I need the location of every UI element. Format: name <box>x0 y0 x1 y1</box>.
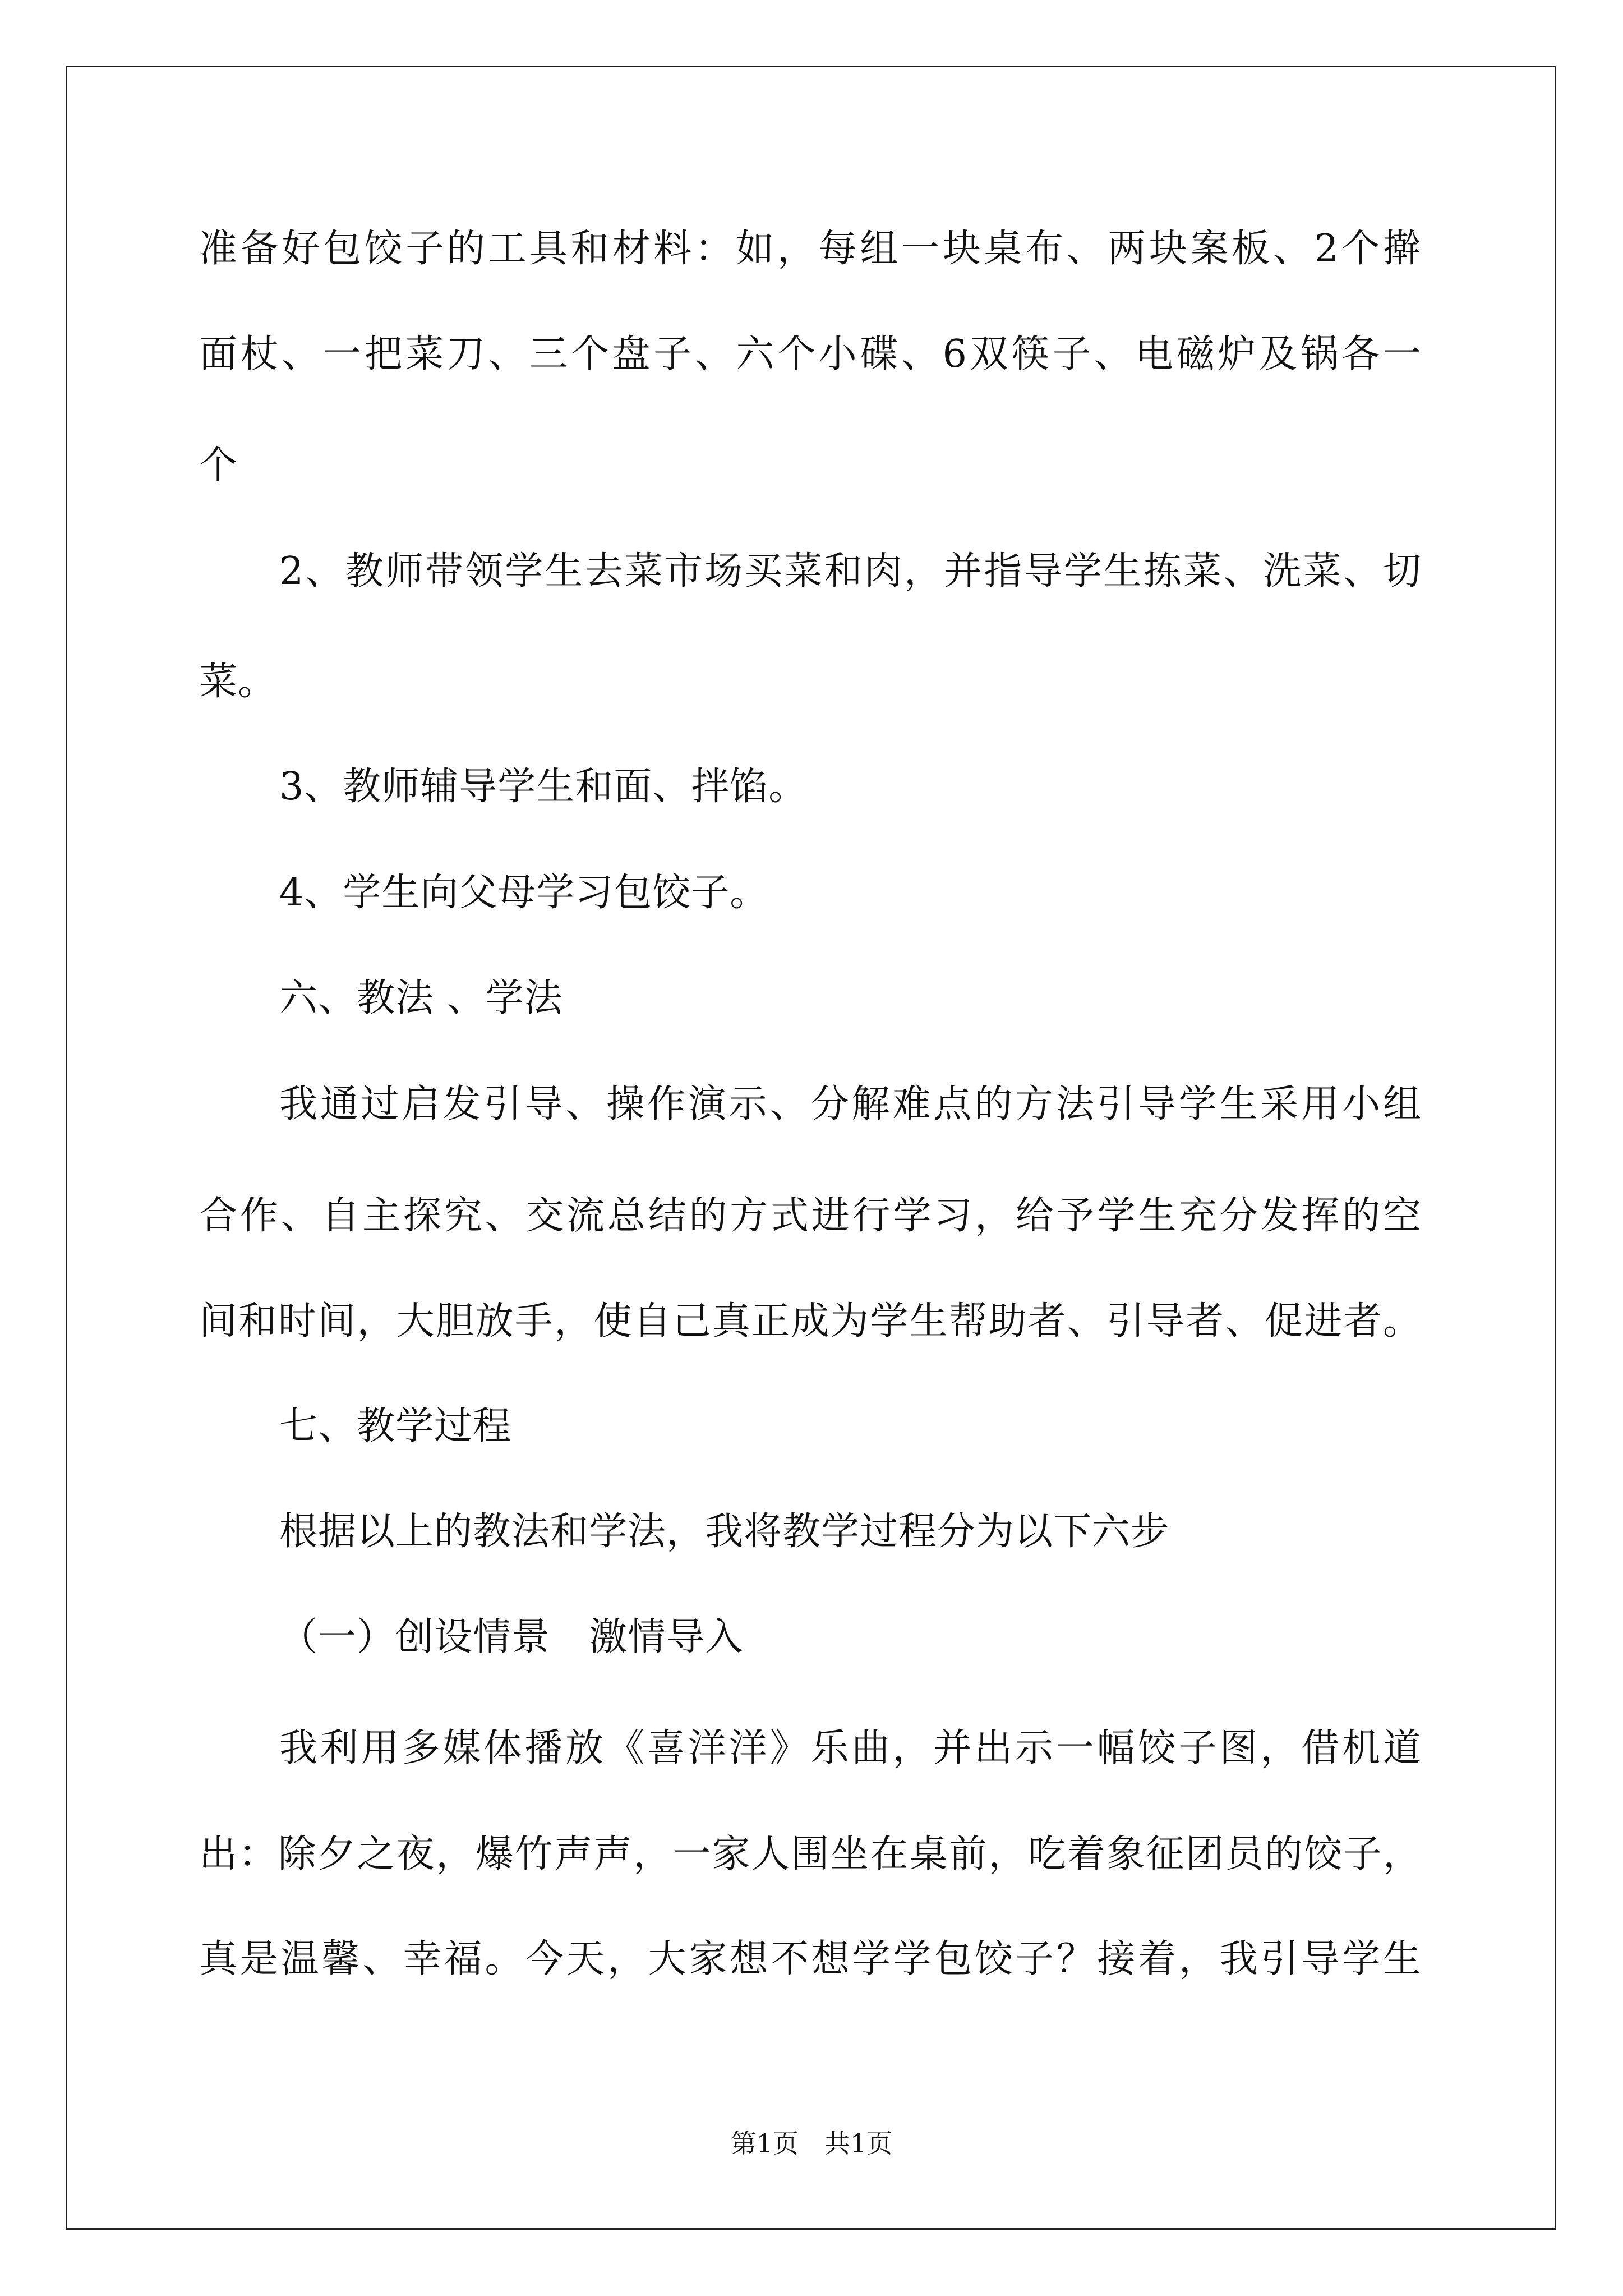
body-text-line: 3、教师辅导学生和面、拌馅。 <box>279 765 808 809</box>
page-border <box>66 66 1556 2230</box>
body-text-line: 合作、自主探究、交流总结的方式进行学习，给予学生充分发挥的空 <box>199 1194 1422 1238</box>
body-text-line: 真是温馨、幸福。今天，大家想不想学学包饺子？接着，我引导学生 <box>199 1937 1422 1981</box>
body-text-line: 根据以上的教法和学法，我将教学过程分为以下六步 <box>279 1510 1170 1554</box>
section-heading: 六、教法 、学法 <box>279 976 563 1020</box>
body-text-line: 个 <box>199 443 238 487</box>
body-text-line: 菜。 <box>199 660 277 704</box>
body-text-line: 2、教师带领学生去菜市场买菜和肉，并指导学生拣菜、洗菜、切 <box>279 549 1422 593</box>
section-heading: 七、教学过程 <box>279 1404 512 1448</box>
body-text-line: 我通过启发引导、操作演示、分解难点的方法引导学生采用小组 <box>279 1082 1422 1126</box>
body-text-line: 4、学生向父母学习包饺子。 <box>279 871 769 915</box>
body-text-line: 间和时间，大胆放手，使自己真正成为学生帮助者、引导者、促进者。 <box>199 1299 1422 1343</box>
subsection-heading: （一）创设情景 激情导入 <box>279 1615 744 1659</box>
body-text-line: 准备好包饺子的工具和材料：如，每组一块桌布、两块案板、2个擀 <box>199 227 1422 271</box>
body-text-line: 出：除夕之夜，爆竹声声，一家人围坐在桌前，吃着象征团员的饺子， <box>199 1832 1422 1876</box>
body-text-line: 面杖、一把菜刀、三个盘子、六个小碟、6双筷子、电磁炉及锅各一 <box>199 332 1422 376</box>
body-text-line: 我利用多媒体播放《喜洋洋》乐曲，并出示一幅饺子图，借机道 <box>279 1726 1422 1770</box>
page-footer: 第1页 共1页 <box>730 2128 893 2159</box>
